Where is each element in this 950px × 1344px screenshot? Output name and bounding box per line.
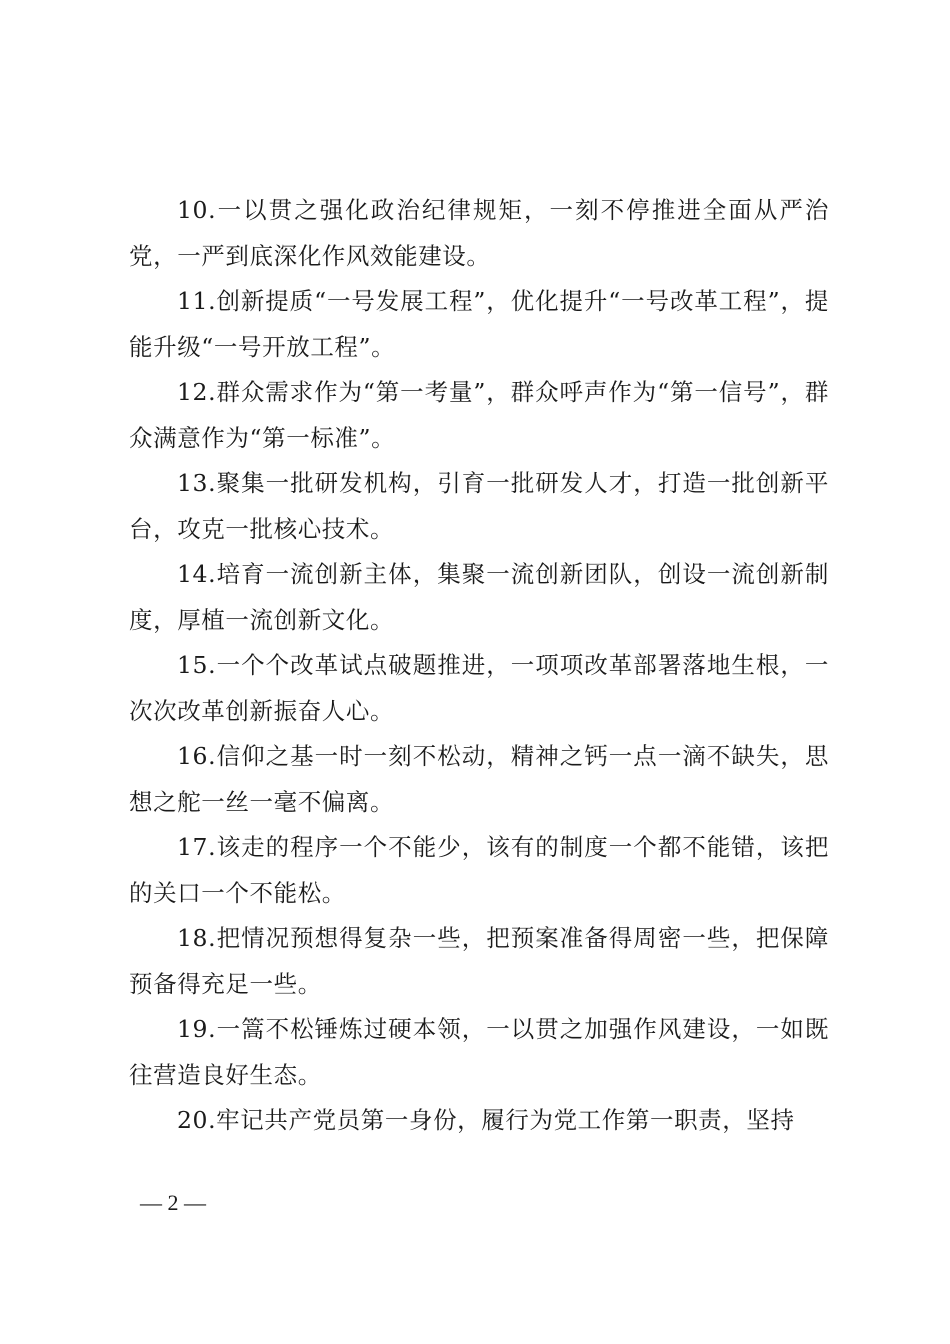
page-number: — 2 — [140, 1190, 206, 1215]
paragraph-18: 18.把情况预想得复杂一些，把预案准备得周密一些，把保障预备得充足一些。 [129, 924, 829, 998]
paragraph-12: 12.群众需求作为“第一考量”，群众呼声作为“第一信号”，群众满意作为“第一标准”。 [129, 378, 829, 452]
paragraph-19: 19.一篙不松锤炼过硬本领，一以贯之加强作风建设，一如既往营造良好生态。 [129, 1015, 829, 1089]
paragraph-15: 15.一个个改革试点破题推进，一项项改革部署落地生根，一次次改革创新振奋人心。 [129, 651, 829, 725]
paragraph-11: 11.创新提质“一号发展工程”，优化提升“一号改革工程”，提能升级“一号开放工程”。 [129, 287, 829, 361]
paragraph-10: 10.一以贯之强化政治纪律规矩，一刻不停推进全面从严治党，一严到底深化作风效能建设。 [129, 196, 829, 270]
paragraph-20: 20.牢记共产党员第一身份，履行为党工作第一职责，坚持 [177, 1106, 795, 1134]
paragraph-13: 13.聚集一批研发机构，引育一批研发人才，打造一批创新平台，攻克一批核心技术。 [129, 469, 829, 543]
paragraph-17: 17.该走的程序一个不能少，该有的制度一个都不能错，该把的关口一个不能松。 [129, 833, 829, 907]
document-body [129, 188, 829, 1144]
paragraph-16: 16.信仰之基一时一刻不松动，精神之钙一点一滴不缺失，思想之舵一丝一毫不偏离。 [129, 742, 829, 816]
paragraph-14: 14.培育一流创新主体，集聚一流创新团队，创设一流创新制度，厚植一流创新文化。 [129, 560, 829, 634]
